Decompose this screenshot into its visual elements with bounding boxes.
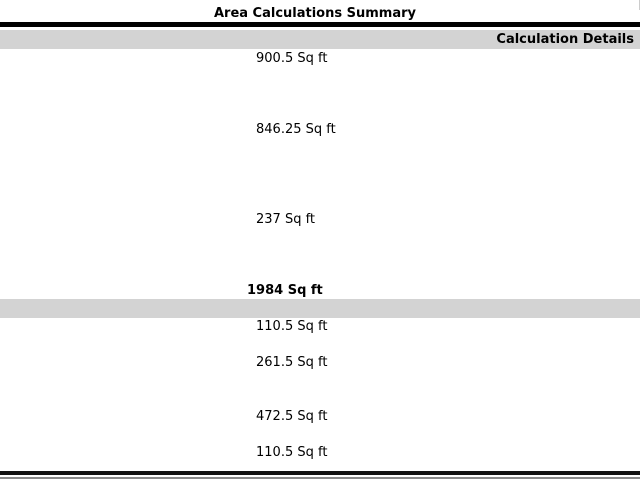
calculation-details-header [0, 30, 640, 49]
area-value: 110.5 Sq ft [256, 319, 328, 334]
area-value: 472.5 Sq ft [256, 409, 328, 424]
section-divider-band [0, 299, 640, 318]
area-value: 261.5 Sq ft [256, 355, 328, 370]
area-value: 846.25 Sq ft [256, 122, 336, 137]
page-title: Area Calculations Summary [213, 6, 417, 21]
area-value: 237 Sq ft [256, 212, 316, 227]
calculation-details-label: Calculation Details [496, 32, 634, 47]
bottom-rule [0, 471, 640, 475]
area-total: 1984 Sq ft [247, 283, 323, 298]
corner-mark [636, 0, 640, 10]
area-value: 110.5 Sq ft [256, 445, 328, 460]
title-rule [0, 22, 640, 27]
area-value: 900.5 Sq ft [256, 51, 328, 66]
bottom-rule-shadow [0, 477, 640, 479]
